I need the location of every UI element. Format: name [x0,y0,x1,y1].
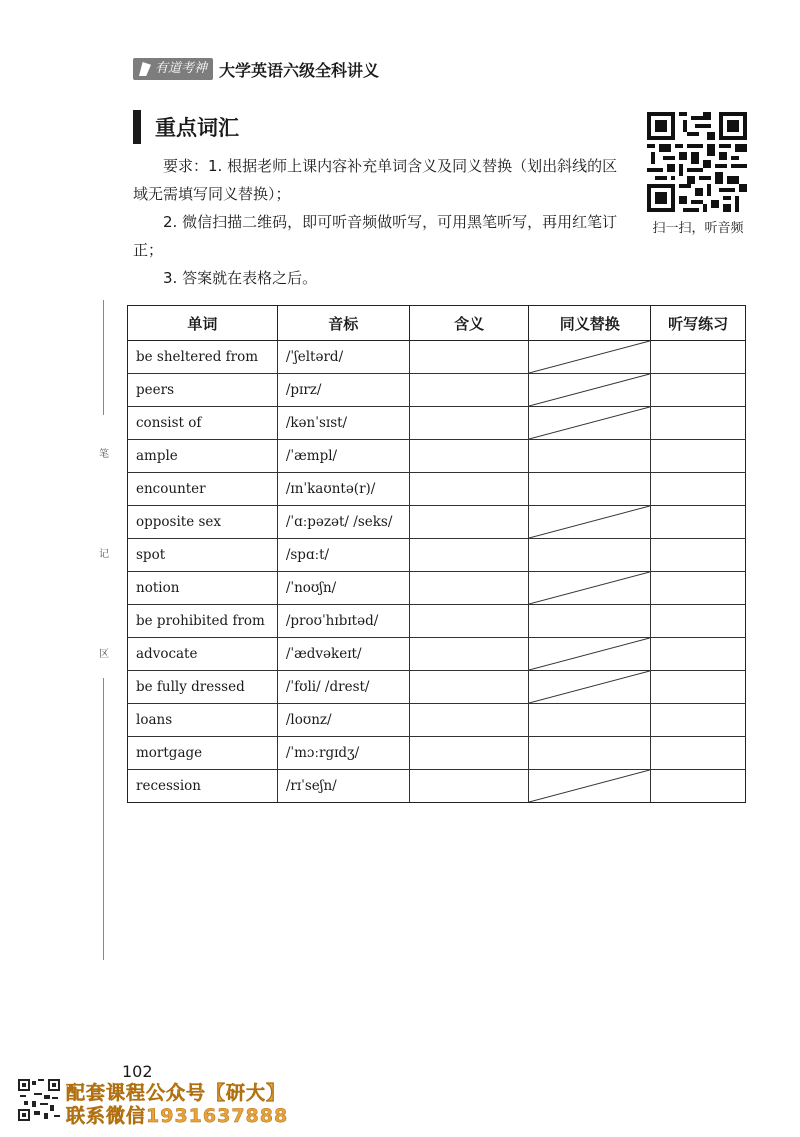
synonym-cell-slashed [529,407,651,440]
meaning-cell[interactable] [409,770,529,803]
dictation-cell[interactable] [651,506,746,539]
slash-mark [529,407,650,439]
slash-mark [529,374,650,406]
word-cell: be sheltered from [128,341,278,374]
dictation-cell[interactable] [651,341,746,374]
synonym-cell[interactable] [529,473,651,506]
margin-note-char: 笔 [99,449,109,460]
word-cell: be prohibited from [128,605,278,638]
word-cell: spot [128,539,278,572]
margin-note-char: 记 [99,549,109,560]
synonym-cell-slashed [529,374,651,407]
slash-mark [529,341,650,373]
section-marker [133,110,141,144]
phonetic-cell: /ˈfʊli/ /drest/ [277,671,409,704]
footer-contact-line: 联系微信1931637888 [66,1105,289,1127]
table-row [128,605,746,638]
brand-badge [133,58,213,80]
phonetic-cell: /ˈmɔːrgɪdʒ/ [277,737,409,770]
synonym-cell-slashed [529,770,651,803]
footer-promo-line: 配套课程公众号【研大】 [66,1082,287,1104]
phonetic-cell: /ˈɑːpəzət/ /seks/ [277,506,409,539]
qr-caption: 扫一扫，听音频 [652,221,744,236]
column-header-phonetic: 音标 [277,306,409,341]
meaning-cell[interactable] [409,704,529,737]
column-header-meaning: 含义 [409,306,529,341]
margin-line [103,678,104,960]
phonetic-cell: /proʊˈhɪbɪtəd/ [277,605,409,638]
word-cell: loans [128,704,278,737]
word-cell: peers [128,374,278,407]
synonym-cell-slashed [529,638,651,671]
table-row [128,506,746,539]
requirement-3: 3. 答案就在表格之后。 [163,269,318,287]
brand-name: 有道考神 [155,61,208,76]
table-row [128,737,746,770]
table-row [128,704,746,737]
table-row [128,341,746,374]
word-cell: encounter [128,473,278,506]
dictation-cell[interactable] [651,374,746,407]
meaning-cell[interactable] [409,572,529,605]
section-title: 重点词汇 [155,116,239,140]
table-header-row [128,306,746,341]
dictation-cell[interactable] [651,605,746,638]
word-cell: consist of [128,407,278,440]
word-cell: recession [128,770,278,803]
meaning-cell[interactable] [409,473,529,506]
dictation-cell[interactable] [651,572,746,605]
book-title: 大学英语六级全科讲义 [219,60,380,80]
dictation-cell[interactable] [651,737,746,770]
meaning-cell[interactable] [409,638,529,671]
synonym-cell[interactable] [529,737,651,770]
requirement-2: 2. 微信扫描二维码，即可听音频做听写，可用黑笔听写，再用红笔订正； [133,213,618,259]
slash-mark [529,770,650,802]
phonetic-cell: /ˈædvəkeɪt/ [277,638,409,671]
synonym-cell[interactable] [529,605,651,638]
meaning-cell[interactable] [409,374,529,407]
phonetic-cell: /ˈnoʊʃn/ [277,572,409,605]
word-cell: be fully dressed [128,671,278,704]
synonym-cell-slashed [529,572,651,605]
dictation-cell[interactable] [651,407,746,440]
column-header-dictation: 听写练习 [651,306,746,341]
column-header-word: 单词 [128,306,278,341]
phonetic-cell: /spɑːt/ [277,539,409,572]
page-header [133,56,379,82]
qr-code-icon[interactable] [645,112,749,212]
slash-mark [529,572,650,604]
synonym-cell[interactable] [529,539,651,572]
meaning-cell[interactable] [409,440,529,473]
phonetic-cell: /ˈʃeltərd/ [277,341,409,374]
table-row [128,572,746,605]
meaning-cell[interactable] [409,737,529,770]
phonetic-cell: /rɪˈseʃn/ [277,770,409,803]
synonym-cell-slashed [529,671,651,704]
dictation-cell[interactable] [651,704,746,737]
word-cell: notion [128,572,278,605]
table-row [128,770,746,803]
dictation-cell[interactable] [651,770,746,803]
phonetic-cell: /ˈæmpl/ [277,440,409,473]
slash-mark [529,671,650,703]
dictation-cell[interactable] [651,440,746,473]
margin-line [103,300,104,415]
table-row [128,407,746,440]
synonym-cell[interactable] [529,440,651,473]
dictation-cell[interactable] [651,539,746,572]
dictation-cell[interactable] [651,671,746,704]
slash-mark [529,638,650,670]
table-row [128,539,746,572]
vocabulary-table [127,305,746,803]
brand-logo-icon [139,62,151,76]
dictation-cell[interactable] [651,473,746,506]
synonym-cell-slashed [529,506,651,539]
table-row [128,473,746,506]
word-cell: advocate [128,638,278,671]
meaning-cell[interactable] [409,671,529,704]
word-cell: mortgage [128,737,278,770]
meaning-cell[interactable] [409,407,529,440]
margin-note-char: 区 [99,649,109,660]
slash-mark [529,506,650,538]
synonym-cell-slashed [529,341,651,374]
phonetic-cell: /ɪnˈkaʊntə(r)/ [277,473,409,506]
column-header-synonym: 同义替换 [529,306,651,341]
meaning-cell[interactable] [409,506,529,539]
phonetic-cell: /loʊnz/ [277,704,409,737]
meaning-cell[interactable] [409,539,529,572]
table-row [128,440,746,473]
meaning-cell[interactable] [409,605,529,638]
synonym-cell[interactable] [529,704,651,737]
phonetic-cell: /pɪrz/ [277,374,409,407]
requirement-1: 要求：1. 根据老师上课内容补充单词含义及同义替换（划出斜线的区域无需填写同义替换）； [133,157,618,203]
table-row [128,374,746,407]
word-cell: opposite sex [128,506,278,539]
meaning-cell[interactable] [409,341,529,374]
table-row [128,671,746,704]
dictation-cell[interactable] [651,638,746,671]
footer-qr-code-icon [18,1079,60,1121]
table-row [128,638,746,671]
phonetic-cell: /kənˈsɪst/ [277,407,409,440]
word-cell: ample [128,440,278,473]
page-number: 102 [122,1062,153,1081]
